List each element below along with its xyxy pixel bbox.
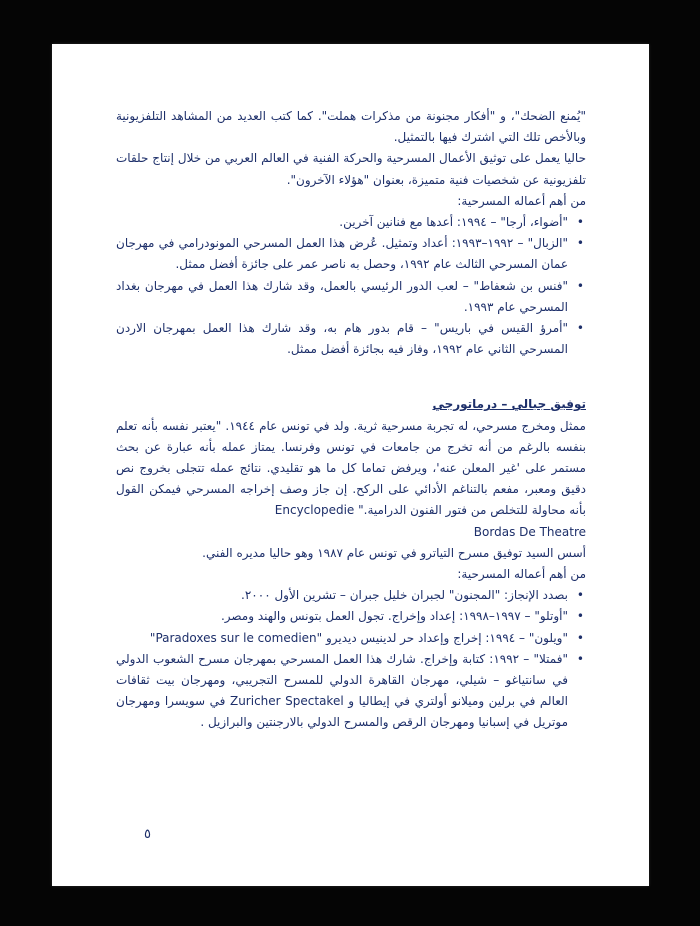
list-item: • "ويلون" – ١٩٩٤: إخراج وإعداد حر لدينيس ديديرو "Paradoxes sur le comedien" [116, 628, 568, 649]
works-list-2 [116, 585, 586, 733]
list-item: • "أمرؤ القيس في باريس" – قام بدور هام به، وقد شارك هذا العمل بمهرجان الاردن المسرحي الثاني عام ١٩٩٢، وفاز فيه بجائزة أفضل ممثل. [116, 318, 568, 360]
list-item: • "الزبال" – ١٩٩٢–١٩٩٣: أعداد وتمثيل. عُرض هذا العمل المسرحي المونودرامي في مهرجان عمان المسرحي الثالث عام ١٩٩٢، وحصل به ناصر عمر على جائزة أفضل ممثل. [116, 233, 568, 275]
document-page [52, 44, 649, 886]
intro-paragraph: "يُمنع الضحك"، و "أفكار مجنونة من مذكرات هملت". كما كتب العديد من المشاهد التلفزيونية وبالأخص تلك التي اشترك فيها بالتمثيل. [116, 109, 586, 145]
list-item: • بصدد الإنجاز: "المجنون" لجبران خليل جبران – تشرين الأول ٢٠٠٠. [116, 585, 568, 606]
second-paragraph: حاليا يعمل على توثيق الأعمال المسرحية والحركة الفنية في العالم العربي من خلال إنتاج حلقات تلفزيونية عن شخصيات فنية متميزة، بعنوان "هؤلاء الآخرون". [116, 151, 586, 187]
list-item: • "فنس بن شعفاط" – لعب الدور الرئيسي بالعمل، وقد شارك هذا العمل في مهرجان بغداد المسرحي عام ١٩٩٣. [116, 276, 568, 318]
section-title: توفيق جبالي – درماتورجي [432, 397, 586, 412]
list-item: • "أوتلو" – ١٩٩٧–١٩٩٨: إعداد وإخراج. تجول العمل بتونس والهند ومصر. [116, 606, 568, 627]
list-item: • "فمتلا" – ١٩٩٢: كتابة وإخراج. شارك هذا العمل المسرحي بمهرجان مسرح الشعوب الدولي في سانتياغو – شيلي، مهرجان القاهرة الدولي للمسرح التجريبي، ومهرجان بيت ثقافات العالم في برلين وميلانو أولتري في إيطاليا و Zuricher Spectakel في سويسرا ومهرجان موتريل في إسبانيا ومهرجان الرقص والمسرح الدولي بالارجنتين والبرازيل . [116, 649, 568, 734]
founding-paragraph: أسس السيد توفيق مسرح التياترو في تونس عام ١٩٨٧ وهو حاليا مديره الفني. [202, 545, 586, 560]
page-content [116, 106, 586, 734]
bio-paragraph: ممثل ومخرج مسرحي، له تجربة مسرحية ثرية. ولد في تونس عام ١٩٤٤. "يعتبر نفسه بأنه تعلم بنفسه بالرغم من أنه تخرج من جامعات في تونس وفرنسا. يمتاز عمله بأنه عبارة عن بحث مستمر على 'غير المعلن عنه'، ويرفض تماما كل ما هو تقليدي. نتائج عمله تتجلى بخروج نص دقيق ومعبر، مفعم بالتناغم الأدائي على الركح. إن جاز وصف إخراجه المسرحي فيمكن القول بأنه محاولة للتخلص من فتور الفنون الدرامية." Encyclopedie [116, 418, 586, 518]
works-list-1 [116, 212, 586, 360]
bio-source: Bordas De Theatre [473, 524, 586, 539]
section-spacer [116, 360, 586, 394]
works-heading-2: من أهم أعماله المسرحية: [457, 567, 586, 582]
works-heading-1: من أهم أعماله المسرحية: [457, 193, 586, 208]
page-number: ٥ [144, 827, 151, 842]
list-item: • "أضواء، أرجا" – ١٩٩٤: أعدها مع فنانين آخرين. [116, 212, 568, 233]
